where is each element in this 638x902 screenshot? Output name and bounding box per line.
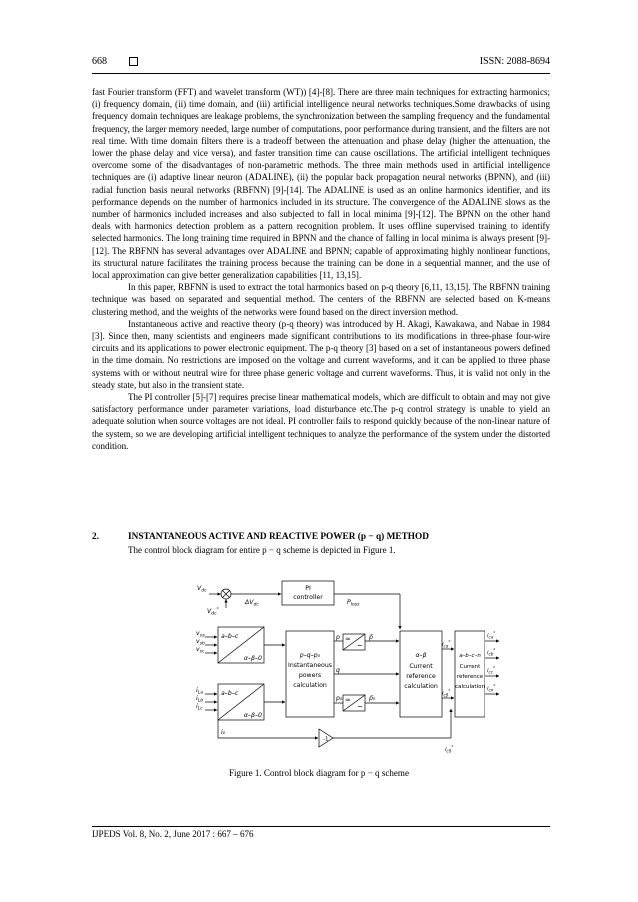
gain-label: -1: [323, 736, 329, 743]
section-number: 2.: [92, 532, 99, 542]
filter-glyph: ~: [357, 703, 363, 711]
p-label: p: [336, 634, 340, 641]
pi-label: PI: [305, 585, 311, 592]
paragraph: fast Fourier transform (FFT) and wavelet transform (WT)) [4]-[8]. There are three main techniques for extracting harmonics; (i) frequency domain, (ii) time domain, and (iii) artificial intelligence neural networks techniques.Some drawbacks of using frequency domain techniques are leakage problems, the synchronization between the sampling frequency and the fundamental frequency, the larger memory needed, large number of computations, poor performance during transient, and the filters are not real time. With time domain filters there is a tradeoff between the attenuation and phase delay (higher the attenuation, the lower the phase delay and vice versa), and faster transition time can cause oscillations. The artificial intelligent techniques overcome some of the disadvantages of non-parametric methods. The three main methods used in artificial intelligence techniques are (i) adaptive linear neuron (ADALINE), (ii) the popular back propagation neural networks (BPNN), and (iii) radial function basis neural networks (RBFNN) [9]-[14]. The ADALINE is used as an online harmonics identifier, and its performance depends on the number of harmonics included in its structure. The convergence of the ADALINE slows as the number of harmonics included increases and also subjected to fall in local minima [9]-[12]. The BPNN on the other hand deals with harmonics detection problem as a pattern recognition problem. It uses offline supervised training to identify selected harmonics. The long training time required in BPNN and the chance of falling in local minima is always present [9]-[12]. The RBFNN has several advantages over ADALINE and BPNN; capable of approximating highly nonlinear functions, its structural nature facilitates the training process because the training can be done in a sequential manner, and the use of local approximation can give better generalization capabilities [11, 13,15].: [92, 87, 550, 281]
clarke-ab0-label: α–β–0: [243, 712, 262, 719]
issn: ISSN: 2088-8694: [479, 56, 550, 67]
footer-rule: [92, 826, 550, 827]
vsa-label: $v_{sa}$: [196, 630, 205, 639]
abcn-title: a–b–c–n: [459, 653, 481, 659]
paragraph: The PI controller [5]-[7] requires precise linear mathematical models, which are difficult to obtain and may not give satisfactory performance under parameter variations, load disturbance etc.The p-q control strategy is unable to yield an adequate solution when source voltages are not ideal. PI controller fails to respond quickly because of the non-linear nature of the system, so we are developing artificial intelligent techniques to analyze the performance of the system under the distorted condition.: [92, 392, 550, 451]
ic0-label: $i_{c0}^*$: [445, 744, 454, 754]
abcn-line: reference: [456, 674, 484, 680]
section-heading: [92, 532, 429, 542]
pq-line: powers: [298, 672, 322, 679]
pi-controller-label: controller: [293, 594, 323, 601]
page-number: 668: [92, 56, 107, 67]
ila-label: $i_{La}$: [196, 687, 203, 696]
alpha-beta-line: reference: [406, 673, 436, 680]
clarke-abc-label: a–b–c: [221, 633, 239, 640]
clarke-ab0-label: α–β–0: [243, 655, 262, 662]
body-text: [92, 86, 550, 452]
icn-out-label: $i_{cn}^*$: [487, 683, 496, 693]
pq-line: Instantaneous: [288, 662, 332, 669]
ic-alpha-label: $i_{c\alpha}^*$: [442, 639, 451, 649]
pq-title: p–q–p₀: [299, 652, 321, 659]
pq-line: calculation: [293, 682, 327, 689]
p-tilde-label: p̃: [369, 634, 373, 641]
ilb-label: $i_{Lb}$: [196, 695, 204, 704]
header-rule: [92, 73, 550, 74]
figure-caption: Figure 1. Control block diagram for p − q scheme: [229, 768, 409, 778]
alpha-beta-line: calculation: [404, 683, 438, 690]
icb-out-label: $i_{cb}^*$: [487, 647, 496, 657]
abcn-line: Current: [459, 664, 481, 670]
p0-bar-label: p̄₀: [369, 695, 376, 702]
vdc-ref-label: $V_{dc}^*$: [207, 607, 219, 617]
footer-text: IJPEDS Vol. 8, No. 2, June 2017 : 667 – 676: [92, 829, 254, 839]
delta-vdc-label: $\Delta V_{dc}$: [245, 599, 259, 608]
vsc-label: $v_{sc}$: [196, 646, 205, 655]
control-block-diagram: [195, 576, 485, 766]
filter-glyph: ~: [357, 642, 363, 650]
icc-out-label: $i_{cc}^*$: [487, 665, 495, 675]
alpha-beta-line: Current: [409, 663, 433, 670]
running-header: [92, 56, 550, 74]
paragraph: In this paper, RBFNN is used to extract the total harmonics based on p-q theory [6,11, 13,15]. The RBFNN training technique was based on separated and sequential method. The centers of the RBFNN are selected based on K-means clustering method, and the weights of the networks were found based on the direct inversion method.: [92, 282, 550, 317]
filter-glyph: ≃: [345, 635, 351, 643]
i0-label: i₀: [221, 729, 226, 736]
filter-glyph: ≃: [345, 696, 351, 704]
clarke-abc-label: a–b–c: [221, 690, 239, 697]
section-title: INSTANTANEOUS ACTIVE AND REACTIVE POWER (p − q) METHOD: [128, 532, 429, 542]
ica-out-label: $i_{ca}^*$: [487, 630, 496, 640]
output-currents: [485, 576, 525, 766]
ic-beta-label: $i_{c\beta}^*$: [442, 688, 451, 698]
abcn-line: calculation: [455, 684, 485, 690]
ploss-label: $P_{loss}$: [347, 599, 360, 608]
p0-label: p₀: [336, 695, 343, 702]
ilc-label: $i_{Lc}$: [196, 703, 203, 712]
vsb-label: $v_{sb}$: [196, 638, 205, 647]
vdc-label: $V_{dc}$: [197, 585, 207, 594]
alpha-beta-title: α–β: [415, 652, 427, 659]
section-intro: The control block diagram for entire p − q scheme is depicted in Figure 1.: [128, 545, 396, 555]
square-bullet-icon: [129, 57, 138, 66]
q-label: q: [336, 667, 340, 674]
paragraph: Instantaneous active and reactive theory (p-q theory) was introduced by H. Akagi, Kawakawa, and Nabae in 1984 [3]. Since then, many scientists and engineers made significant contributions to its modifications in three-phase four-wire circuits and its applications to power electronic equipment. The p-q theory [3] based on a set of instantaneous powers defined in the time domain. No restrictions are imposed on the voltage and current waveforms, and it can be applied to three phase systems with or without neutral wire for three phase generic voltage and current waveforms. Thus, it is valid not only in the steady state, but also in the transient state.: [92, 318, 550, 390]
